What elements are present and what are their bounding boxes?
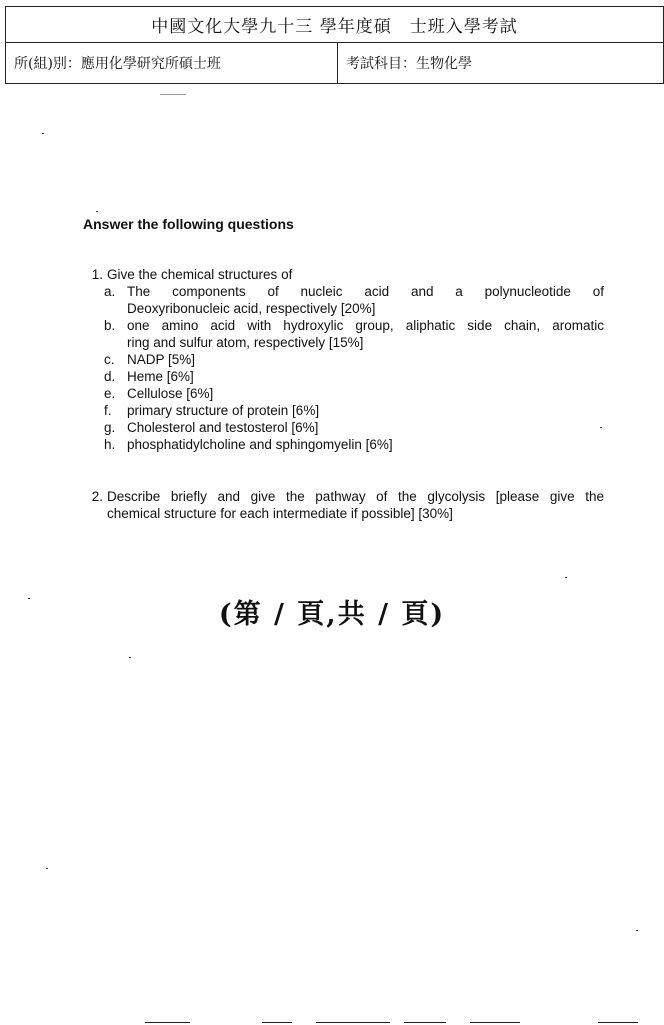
question-1-parts — [104, 283, 604, 453]
department-field: 所(組)別：應用化學研究所碩士班 — [6, 43, 338, 84]
question-text-cont: chemical structure for each intermediate if possible] [30%] — [107, 506, 453, 521]
list-item: f. primary structure of protein [6%] — [104, 403, 320, 418]
question-text: Describe briefly and give the pathway of the glycolysis [please give the — [107, 489, 604, 504]
list-item: b. one amino acid with hydroxylic group, aliphatic side chain, aromatic ring and sulfur atom, respectively [15%] — [104, 318, 604, 350]
exam-header — [5, 6, 664, 84]
question-number: 1. — [91, 267, 103, 282]
list-item: a. The components of nucleic acid and a polynucleotide of Deoxyribonucleic acid, respectively [20%] — [104, 284, 604, 316]
question-number: 2. — [91, 489, 103, 504]
list-item: e. Cellulose [6%] — [104, 386, 214, 401]
exam-title: 中國文化大學九十三 學年度碩 士班入學考試 — [6, 7, 664, 43]
page-indicator: (第 / 頁,共 / 頁) — [218, 599, 446, 630]
question-text: Give the chemical structures of — [107, 267, 293, 282]
instructions-heading: Answer the following questions — [83, 216, 294, 232]
subject-field: 考試科目：生物化學 — [338, 43, 664, 84]
list-item: h. phosphatidylcholine and sphingomyelin [6%] — [104, 437, 393, 452]
list-item: c. NADP [5%] — [104, 352, 196, 367]
question-1 — [83, 266, 604, 453]
list-item: d. Heme [6%] — [104, 369, 194, 384]
question-2 — [83, 488, 604, 522]
list-item: g. Cholesterol and testosterol [6%] — [104, 420, 319, 435]
